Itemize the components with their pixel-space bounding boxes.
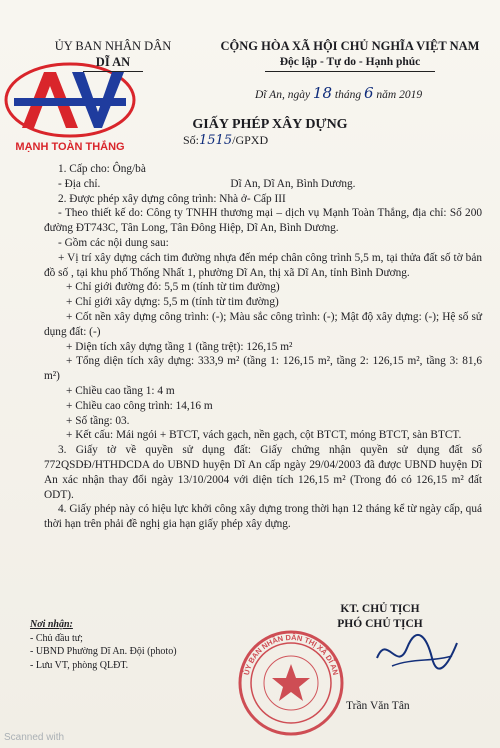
body-line: + Số tầng: 03. <box>66 414 130 427</box>
body-line: + Vị trí xây dựng cách tim đường nhựa đến mép chân công trình 5,5 m, tại thửa đất số tờ bản đồ số , tại khu phố Thống Nhất 1, phường Dĩ An, thị xã Dĩ An, tỉnh Bình Dương. <box>44 251 482 279</box>
permit-suffix: /GPXD <box>232 133 269 147</box>
body-line: + Kết cấu: Mái ngói + BTCT, vách gạch, nền gạch, cột BTCT, móng BTCT, sàn BTCT. <box>66 429 462 442</box>
body-line: - Theo thiết kế do: Công ty TNHH thương mại – dịch vụ Mạnh Toàn Thắng, địa chỉ: Số 200 đường ĐT743C, Tân Long, Tân Đông Hiệp, Dĩ An, Bình Dương. <box>44 207 482 235</box>
date-place: Dĩ An, ngày <box>255 89 311 101</box>
body-line: - Gồm các nội dung sau: <box>58 236 169 249</box>
document-body <box>44 162 482 532</box>
logo-text: MẠNH TOÀN THẮNG <box>15 141 125 153</box>
permit-number-value: 1515 <box>199 133 233 148</box>
body-line: + Cốt nền xây dựng công trình: (-); Màu sắc công trình: (-); Mật độ xây dựng: (-); Hệ số sử dụng đất: (-) <box>44 310 482 338</box>
body-line: + Chỉ giới xây dựng: 5,5 m (tính từ tim đường) <box>66 296 279 309</box>
authority-underline <box>83 71 143 72</box>
signatory-name: Trần Văn Tân <box>346 700 410 712</box>
country-name: CỘNG HÒA XÃ HỘI CHỦ NGHĨA VIỆT NAM <box>220 39 480 53</box>
authority-line2: DĨ AN <box>95 55 131 69</box>
document-title: GIẤY PHÉP XÂY DỰNG <box>192 117 348 132</box>
issuing-authority <box>18 38 208 72</box>
body-line: + Chỉ giới đường đỏ: 5,5 m (tính từ tim đường) <box>66 281 280 294</box>
body-line: + Chiều cao tầng 1: 4 m <box>66 384 175 397</box>
date-year: năm 2019 <box>376 89 423 101</box>
body-line-address <box>44 177 482 192</box>
recipient-item: - Chủ đầu tư; <box>30 632 83 644</box>
motto-underline <box>265 71 435 72</box>
body-line: 1. Cấp cho: Ông/bà <box>58 163 146 175</box>
date-day: 18 <box>312 84 333 102</box>
motto: Độc lập - Tự do - Hạnh phúc <box>279 56 421 68</box>
national-motto <box>205 38 495 72</box>
recipient-item: - Lưu VT, phòng QLĐT. <box>30 659 129 671</box>
recipient-item: - UBND Phường Dĩ An. Đội (photo) <box>30 646 177 657</box>
body-line: + Tổng diện tích xây dựng: 333,9 m² (tầng 1: 126,15 m², tầng 2: 126,15 m², tầng 3: 81,6 m²) <box>44 355 482 383</box>
permit-number <box>183 133 268 148</box>
body-line: 2. Được phép xây dựng công trình: Nhà ở- Cấp III <box>58 192 286 205</box>
signature-scribble <box>372 628 462 683</box>
date-month-label: tháng <box>334 89 362 101</box>
body-line: + Diện tích xây dựng tầng 1 (tầng trệt): 126,15 m² <box>66 340 293 353</box>
official-seal <box>236 628 346 738</box>
signature-role2: PHÓ CHỦ TỊCH <box>337 618 423 630</box>
body-line: + Chiều cao công trình: 14,16 m <box>66 399 213 412</box>
authority-line1: ỦY BAN NHÂN DÂN <box>54 39 172 53</box>
scanner-watermark: Scanned with <box>4 732 65 743</box>
company-logo <box>0 58 140 162</box>
body-line: 4. Giấy phép này có hiệu lực khởi công xây dựng trong thời hạn 12 tháng kể từ ngày cấp, quá thời hạn trên phải đề nghị gia hạn giấy phép xây dựng. <box>44 503 482 531</box>
date-month: 6 <box>363 84 374 102</box>
permit-prefix: Số: <box>183 133 200 147</box>
address-label: - Địa chỉ. <box>58 177 101 190</box>
recipients-list <box>30 618 240 672</box>
address-value: Dĩ An, Dĩ An, Bình Dương. <box>230 177 356 190</box>
recipients-label: Nơi nhận: <box>30 619 73 630</box>
body-line: 3. Giấy tờ về quyền sử dụng đất: Giấy chứng nhận quyền sử dụng đất số 772QSDĐ/HTHDCDA do UBND huyện Dĩ An cấp ngày 29/04/2003 đã được UBND huyện Dĩ An xác nhận thay đổi ngày 13/10/2004 với diện tích 126,15 m² (Trong đó có 126,15 m² đất ODT). <box>44 444 482 501</box>
signature-role1: KT. CHỦ TỊCH <box>340 603 420 615</box>
issue-date <box>255 84 485 102</box>
seal-text: ỦY BAN NHÂN DÂN THỊ XÃ DĨ AN <box>241 632 341 676</box>
